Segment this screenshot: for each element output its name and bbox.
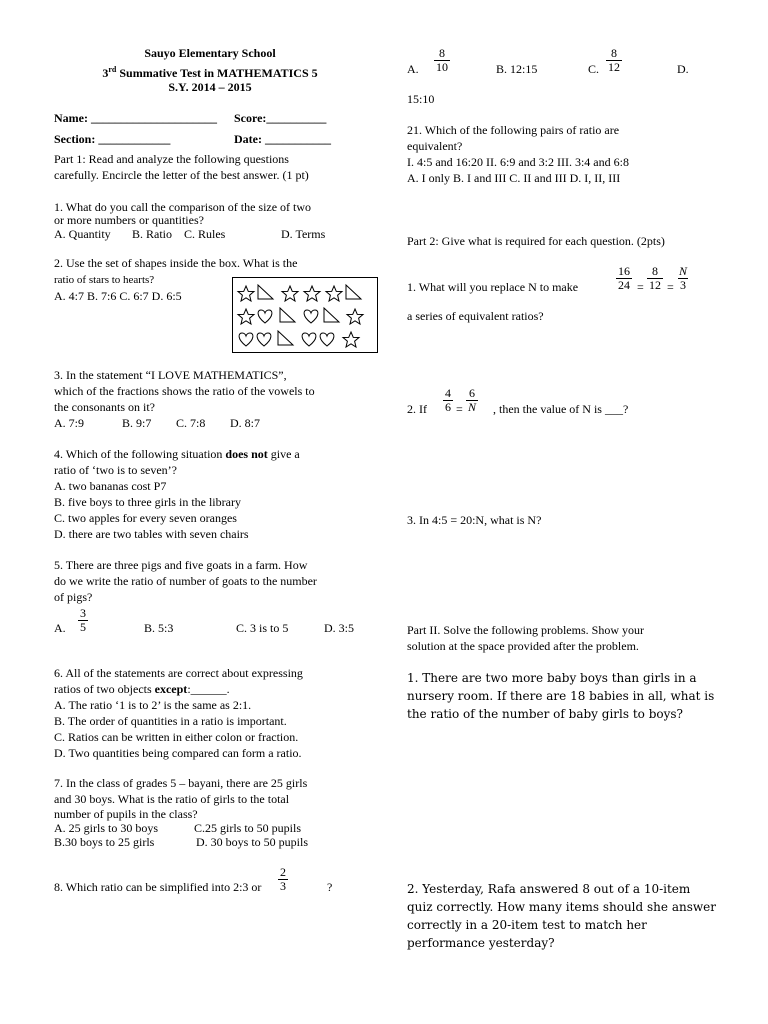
q6-text-line1: 6. All of the statements are correct about expressing — [54, 666, 303, 680]
part1-instructions-line2: carefully. Encircle the letter of the best answer. (1 pt) — [54, 168, 309, 182]
date-field[interactable]: Date: ___________ — [234, 132, 331, 146]
q4-option-d[interactable]: D. there are two tables with seven chairs — [54, 527, 249, 541]
problem1-line1: 1. There are two more baby boys than girls in a — [407, 671, 697, 685]
q3-text-line1: 3. In the statement “I LOVE MATHEMATICS”, — [54, 368, 287, 382]
part1-instructions-line1: Part 1: Read and analyze the following questions — [54, 152, 289, 166]
q1-option-b[interactable]: B. Ratio — [132, 227, 173, 241]
problem2-line3: correctly in a 20-item test to match her — [407, 918, 647, 932]
q7-option-c[interactable]: C.25 girls to 50 pupils — [194, 821, 302, 835]
q2-text-line2: ratio of stars to hearts? — [54, 274, 155, 286]
q5-text-line3: of pigs? — [54, 590, 93, 604]
q5-text-line2: do we write the ratio of number of goats to the number — [54, 574, 317, 588]
q7-option-b[interactable]: B.30 boys to 25 girls — [54, 835, 155, 849]
q20-option-c-label[interactable]: C. — [588, 62, 600, 76]
q5-option-a-label[interactable]: A. — [54, 621, 66, 635]
q8-text: 8. Which ratio can be simplified into 2:3 or — [54, 880, 262, 894]
p2q1-equals-1: = — [637, 280, 644, 294]
q5-option-a-fraction[interactable]: $\frac{3}{5}$ — [80, 606, 86, 634]
school-year: S.Y. 2014 – 2015 — [168, 80, 252, 94]
q5-option-c[interactable]: C. 3 is to 5 — [236, 621, 289, 635]
q2-options[interactable]: A. 4:7 B. 7:6 C. 6:7 D. 6:5 — [54, 289, 182, 303]
q20-option-a-fraction[interactable]: $\frac{8}{10}$ — [436, 46, 448, 74]
q3-option-c[interactable]: C. 7:8 — [176, 416, 206, 430]
q5-text-line1: 5. There are three pigs and five goats in a farm. How — [54, 558, 308, 572]
part3-instructions-line1: Part II. Solve the following problems. Show your — [407, 623, 644, 637]
q1-option-a[interactable]: A. Quantity — [54, 227, 111, 241]
q4-text-line1: 4. Which of the following situation does not give a — [54, 447, 300, 461]
q1-option-d[interactable]: D. Terms — [281, 227, 326, 241]
q3-option-b[interactable]: B. 9:7 — [122, 416, 152, 430]
q1-option-c[interactable]: C. Rules — [184, 227, 226, 241]
score-field[interactable]: Score:__________ — [234, 111, 327, 125]
p2q2-fraction-2: $\frac{6}{N}$ — [468, 386, 477, 414]
problem1-line2: nursery room. If there are 18 babies in all, what is — [407, 689, 715, 703]
p2q1-fraction-1: $\frac{16}{24}$ — [618, 264, 630, 292]
test-title: 3rd Summative Test in MATHEMATICS 5 — [102, 65, 318, 80]
q20-option-a-label[interactable]: A. — [407, 62, 419, 76]
q5-option-b[interactable]: B. 5:3 — [144, 621, 174, 635]
q1-text-line1: 1. What do you call the comparison of the size of two — [54, 200, 312, 214]
part2-instructions: Part 2: Give what is required for each question. (2pts) — [407, 234, 665, 248]
q5-option-d[interactable]: D. 3:5 — [324, 621, 354, 635]
p2q1-fraction-3: $\frac{N}{3}$ — [679, 264, 688, 292]
q3-text-line2: which of the fractions shows the ratio of the vowels to — [54, 384, 315, 398]
q4-option-a[interactable]: A. two bananas cost P7 — [54, 479, 167, 493]
q21-pairs: I. 4:5 and 16:20 II. 6:9 and 3:2 III. 3:4 and 6:8 — [407, 155, 629, 169]
q7-text-line2: and 30 boys. What is the ratio of girls to the total — [54, 792, 290, 806]
p2q2-fraction-1: $\frac{4}{6}$ — [445, 386, 451, 414]
section-field[interactable]: Section: ____________ — [54, 132, 171, 146]
problem2-line4: performance yesterday? — [407, 936, 555, 950]
q6-option-d[interactable]: D. Two quantities being compared can form a ratio. — [54, 746, 302, 760]
p2q1-fraction-2: $\frac{8}{12}$ — [649, 264, 661, 292]
q20-option-b[interactable]: B. 12:15 — [496, 62, 538, 76]
q21-options[interactable]: A. I only B. I and III C. II and III D. I, II, III — [407, 171, 621, 185]
q1-text-line2: or more numbers or quantities? — [54, 213, 204, 227]
q21-text-line1: 21. Which of the following pairs of ratio are — [407, 123, 620, 137]
q20-option-c-fraction[interactable]: $\frac{8}{12}$ — [608, 46, 620, 74]
shapes-box — [232, 277, 378, 353]
q7-text-line3: number of pupils in the class? — [54, 807, 198, 821]
q6-text-line2: ratios of two objects except:______. — [54, 682, 230, 696]
q2-text-line1: 2. Use the set of shapes inside the box. What is the — [54, 256, 298, 270]
q3-option-d[interactable]: D. 8:7 — [230, 416, 260, 430]
q6-option-a[interactable]: A. The ratio ‘1 is to 2’ is the same as 2:1. — [54, 698, 252, 712]
q4-option-b[interactable]: B. five boys to three girls in the library — [54, 495, 241, 509]
name-field[interactable]: Name: _____________________ — [54, 111, 217, 125]
q8-end: ? — [327, 880, 333, 894]
q7-text-line1: 7. In the class of grades 5 – bayani, there are 25 girls — [54, 776, 308, 790]
q4-text-line2: ratio of ‘two is to seven’? — [54, 463, 177, 477]
q7-option-a[interactable]: A. 25 girls to 30 boys — [54, 821, 159, 835]
shapes-illustration — [233, 278, 377, 352]
q20-option-d-label[interactable]: D. — [677, 62, 689, 76]
p2q2-equals: = — [456, 402, 463, 416]
problem1-line3: the ratio of the number of baby girls to boys? — [407, 707, 683, 721]
q3-text-line3: the consonants on it? — [54, 400, 155, 414]
part3-instructions-line2: solution at the space provided after the problem. — [407, 639, 639, 653]
p2q3-text: 3. In 4:5 = 20:N, what is N? — [407, 513, 542, 527]
p2q1-text-line1: 1. What will you replace N to make — [407, 280, 579, 294]
q7-option-d[interactable]: D. 30 boys to 50 pupils — [196, 835, 309, 849]
p2q1-equals-2: = — [667, 280, 674, 294]
problem2-line2: quiz correctly. How many items should she answer — [407, 900, 716, 914]
school-name: Sauyo Elementary School — [144, 46, 276, 60]
q20-option-d-value[interactable]: 15:10 — [407, 92, 435, 106]
p2q2-if: 2. If — [407, 402, 427, 416]
q6-option-b[interactable]: B. The order of quantities in a ratio is important. — [54, 714, 287, 728]
q21-text-line2: equivalent? — [407, 139, 463, 153]
q4-option-c[interactable]: C. two apples for every seven oranges — [54, 511, 237, 525]
p2q1-text-line2: a series of equivalent ratios? — [407, 309, 544, 323]
q3-option-a[interactable]: A. 7:9 — [54, 416, 84, 430]
q8-fraction: $\frac{2}{3}$ — [280, 865, 286, 893]
problem2-line1: 2. Yesterday, Rafa answered 8 out of a 10-item — [407, 882, 691, 896]
p2q2-rest: , then the value of N is ___? — [493, 402, 629, 416]
q6-option-c[interactable]: C. Ratios can be written in either colon or fraction. — [54, 730, 299, 744]
